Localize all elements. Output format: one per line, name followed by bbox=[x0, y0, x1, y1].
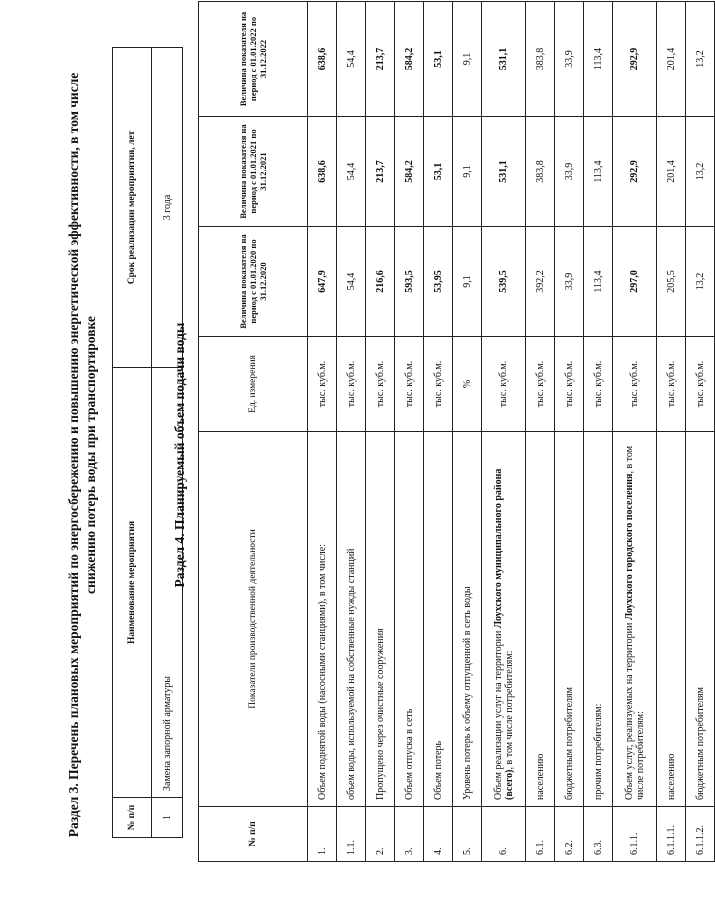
row-value-2021: 53,1 bbox=[424, 117, 453, 227]
row-num: 6.1.1.1. bbox=[657, 807, 686, 862]
row-indicator-post: , в том числе потребителям: bbox=[503, 650, 515, 770]
row-num: 6.1.1.2. bbox=[686, 807, 715, 862]
row-num: 1.1. bbox=[337, 807, 366, 862]
row-value-2021: 383,8 bbox=[526, 117, 555, 227]
row-value-2020: 216,6 bbox=[366, 227, 395, 337]
row-value-2022: 638,6 bbox=[308, 2, 337, 117]
table-row bbox=[657, 2, 686, 862]
row-num: 6.1. bbox=[526, 807, 555, 862]
row-value-2021: 54,4 bbox=[337, 117, 366, 227]
row-indicator: Объем отпуска в сеть bbox=[395, 432, 424, 807]
row-unit: тыс. куб.м. bbox=[482, 337, 526, 432]
row-value-2022: 201,4 bbox=[657, 2, 686, 117]
row-value-2020: 297,0 bbox=[613, 227, 657, 337]
table-row bbox=[424, 2, 453, 862]
table-header-row bbox=[199, 2, 308, 862]
row-value-2021: 638,6 bbox=[308, 117, 337, 227]
row-value-2020: 647,9 bbox=[308, 227, 337, 337]
row-value-2020: 539,5 bbox=[482, 227, 526, 337]
row-indicator-pre: Объем услуг, реализуемых на территории bbox=[623, 620, 635, 800]
row-indicator: Объем поднятой воды (насосными станциями), в том числе: bbox=[308, 432, 337, 807]
row-num: 6.2. bbox=[555, 807, 584, 862]
row-value-2021: 213,7 bbox=[366, 117, 395, 227]
row-indicator-bold: Лоухского муниципального района (всего) bbox=[492, 468, 515, 800]
row-value-2022: 531,1 bbox=[482, 2, 526, 117]
row-unit: тыс. куб.м. bbox=[657, 337, 686, 432]
row-indicator bbox=[482, 432, 526, 807]
row-unit: тыс. куб.м. bbox=[526, 337, 555, 432]
row-num: 6.3. bbox=[584, 807, 613, 862]
table-row bbox=[366, 2, 395, 862]
row-num: 1. bbox=[308, 807, 337, 862]
table-row bbox=[482, 2, 526, 862]
row-value-2021: 531,1 bbox=[482, 117, 526, 227]
row-num: 6.1.1. bbox=[613, 807, 657, 862]
row-num: 1 bbox=[152, 798, 183, 838]
row-unit: % bbox=[453, 337, 482, 432]
row-unit: тыс. куб.м. bbox=[395, 337, 424, 432]
row-value-2020: 392,2 bbox=[526, 227, 555, 337]
row-unit: тыс. куб.м. bbox=[337, 337, 366, 432]
row-value-2022: 213,7 bbox=[366, 2, 395, 117]
row-num: 3. bbox=[395, 807, 424, 862]
header-num: № п/п bbox=[113, 798, 152, 838]
row-unit: тыс. куб.м. bbox=[555, 337, 584, 432]
row-value-2022: 9,1 bbox=[453, 2, 482, 117]
row-value-2021: 9,1 bbox=[453, 117, 482, 227]
table-row bbox=[308, 2, 337, 862]
row-num: 2. bbox=[366, 807, 395, 862]
row-num: 6. bbox=[482, 807, 526, 862]
table-row bbox=[686, 2, 715, 862]
table-row bbox=[453, 2, 482, 862]
section-3-title: Раздел 3. Перечень плановых мероприятий по энергосбережению и повышению энергетической эффективности, в том числе снижению потерь воды при транспортировке bbox=[66, 72, 98, 838]
header-value-2021: Величина показателя на период с 01.01.2021 по 31.12.2021 bbox=[199, 117, 308, 227]
table-row bbox=[526, 2, 555, 862]
row-term: 3 года bbox=[152, 48, 183, 368]
row-value-2020: 13,2 bbox=[686, 227, 715, 337]
row-value-2022: 383,8 bbox=[526, 2, 555, 117]
row-indicator: бюджетным потребителям bbox=[686, 432, 715, 807]
row-value-2020: 54,4 bbox=[337, 227, 366, 337]
header-value-2020: Величина показателя на период с 01.01.2020 по 31.12.2020 bbox=[199, 227, 308, 337]
row-indicator: объем воды, используемой на собственные нужды станций bbox=[337, 432, 366, 807]
header-indicator: Показатели производственной деятельности bbox=[199, 432, 308, 807]
row-value-2022: 13,2 bbox=[686, 2, 715, 117]
row-indicator-post: , в том числе потребителям: bbox=[623, 445, 646, 800]
header-measure-name: Наименование мероприятия bbox=[113, 368, 152, 798]
row-value-2020: 9,1 bbox=[453, 227, 482, 337]
row-value-2021: 113,4 bbox=[584, 117, 613, 227]
row-indicator: бюджетным потребителям bbox=[555, 432, 584, 807]
row-value-2021: 584,2 bbox=[395, 117, 424, 227]
row-value-2022: 33,9 bbox=[555, 2, 584, 117]
section-4-title: Раздел 4. Планируемый объем подачи воды bbox=[172, 322, 187, 588]
row-unit: тыс. куб.м. bbox=[613, 337, 657, 432]
row-unit: тыс. куб.м. bbox=[308, 337, 337, 432]
row-value-2020: 593,5 bbox=[395, 227, 424, 337]
table-row bbox=[613, 2, 657, 862]
header-value-2022: Величина показателя на период с 01.01.2022 по 31.12.2022 bbox=[199, 2, 308, 117]
row-value-2022: 113,4 bbox=[584, 2, 613, 117]
header-unit: Ед. измерения bbox=[199, 337, 308, 432]
row-indicator bbox=[613, 432, 657, 807]
table-row bbox=[584, 2, 613, 862]
row-value-2022: 53,1 bbox=[424, 2, 453, 117]
table-row bbox=[337, 2, 366, 862]
row-value-2022: 584,2 bbox=[395, 2, 424, 117]
row-indicator: населению bbox=[526, 432, 555, 807]
row-value-2020: 53,95 bbox=[424, 227, 453, 337]
water-supply-table bbox=[198, 1, 715, 862]
row-indicator-bold: Лоухского городского поселения bbox=[623, 473, 635, 621]
row-value-2020: 205,5 bbox=[657, 227, 686, 337]
row-value-2020: 113,4 bbox=[584, 227, 613, 337]
header-num: № п/п bbox=[199, 807, 308, 862]
row-value-2021: 292,9 bbox=[613, 117, 657, 227]
table-row bbox=[395, 2, 424, 862]
row-measure-name: Замена запорной арматуры bbox=[152, 368, 183, 798]
row-value-2020: 33,9 bbox=[555, 227, 584, 337]
row-indicator: прочим потребителям: bbox=[584, 432, 613, 807]
row-unit: тыс. куб.м. bbox=[366, 337, 395, 432]
row-num: 4. bbox=[424, 807, 453, 862]
row-indicator: Пропущено через очистные сооружения bbox=[366, 432, 395, 807]
row-indicator: населению bbox=[657, 432, 686, 807]
table-row bbox=[555, 2, 584, 862]
header-term: Срок реализации мероприятия, лет bbox=[113, 48, 152, 368]
row-unit: тыс. куб.м. bbox=[584, 337, 613, 432]
row-value-2021: 13,2 bbox=[686, 117, 715, 227]
row-value-2021: 33,9 bbox=[555, 117, 584, 227]
table-header-row bbox=[113, 48, 152, 838]
row-indicator: Уровень потерь к объему отпущенной в сеть воды bbox=[453, 432, 482, 807]
row-unit: тыс. куб.м. bbox=[424, 337, 453, 432]
row-unit: тыс. куб.м. bbox=[686, 337, 715, 432]
row-value-2022: 54,4 bbox=[337, 2, 366, 117]
row-num: 5. bbox=[453, 807, 482, 862]
row-value-2021: 201,4 bbox=[657, 117, 686, 227]
row-indicator-pre: Объем реализации услуг на территории bbox=[492, 628, 504, 800]
row-value-2022: 292,9 bbox=[613, 2, 657, 117]
row-indicator: Объем потерь bbox=[424, 432, 453, 807]
